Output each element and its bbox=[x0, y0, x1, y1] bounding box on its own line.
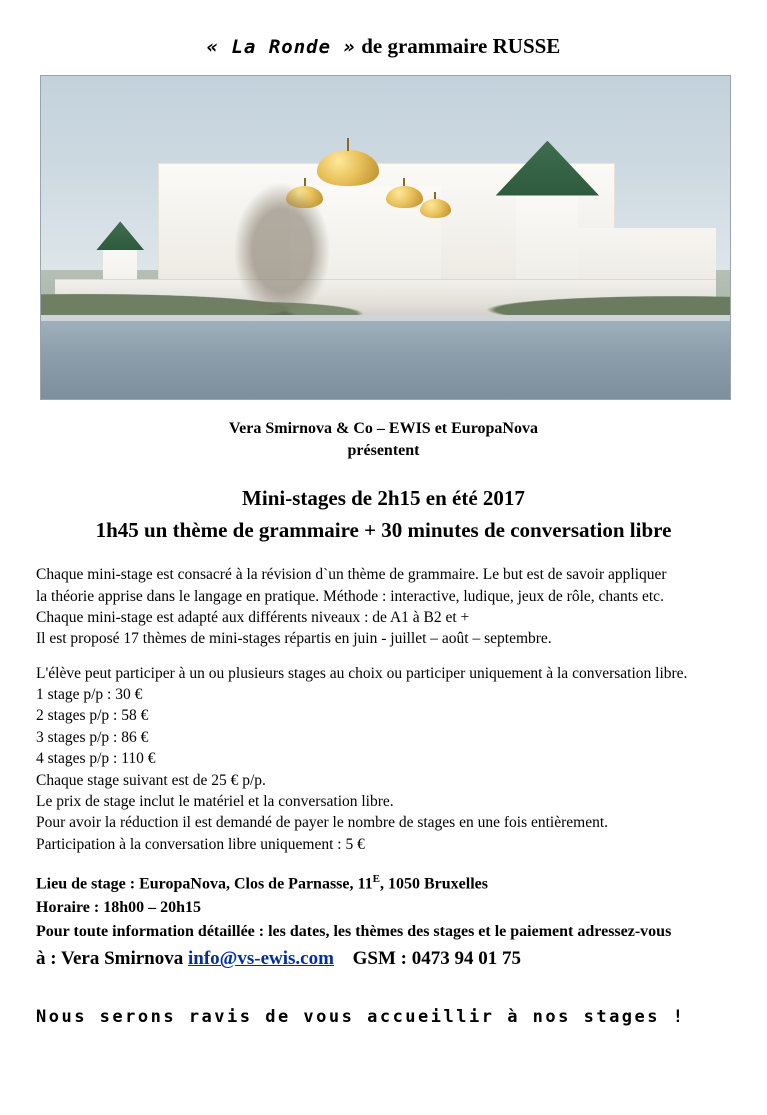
headline-line-2: 1h45 un thème de grammaire + 30 minutes de conversation libre bbox=[95, 517, 672, 542]
title-rest-part: de grammaire RUSSE bbox=[355, 34, 561, 58]
phone-number: GSM : 0473 94 01 75 bbox=[352, 948, 522, 970]
contact-intro-line: Pour toute information détaillée : les dates, les thèmes des stages et le paiement adressez-vous bbox=[36, 923, 672, 941]
pricing-line: Pour avoir la réduction il est demandé de payer le nombre de stages en une fois entièrement. bbox=[36, 814, 609, 832]
practical-info-block bbox=[36, 871, 731, 944]
headline-block bbox=[36, 483, 731, 546]
pricing-line: L'élève peut participer à un ou plusieurs stages au choix ou participer uniquement à la conversation libre. bbox=[36, 664, 688, 682]
venue-address-before: EuropaNova, Clos de Parnasse, 11 bbox=[139, 875, 373, 893]
venue-address-superscript: E bbox=[372, 873, 380, 886]
page-title bbox=[36, 34, 731, 59]
presenters-block bbox=[36, 418, 731, 461]
description-block bbox=[36, 564, 731, 855]
venue-label: Lieu de stage : bbox=[36, 875, 140, 893]
description-line: la théorie apprise dans le langage en pratique. Méthode : interactive, ludique, jeux de rôle, chants etc. bbox=[36, 587, 664, 605]
photo-dome-right bbox=[386, 186, 424, 209]
presenters-line-2: présentent bbox=[347, 441, 420, 459]
venue-address-after: , 1050 Bruxelles bbox=[379, 875, 488, 893]
description-line: Il est proposé 17 thèmes de mini-stages répartis en juin - juillet – août – septembre. bbox=[36, 630, 552, 648]
email-link[interactable]: info@vs-ewis.com bbox=[188, 948, 334, 970]
description-line: Chaque mini-stage est consacré à la révision d`un thème de grammaire. Le but est de savoir appliquer bbox=[36, 566, 667, 584]
pricing-line: Chaque stage suivant est de 25 € p/p. bbox=[36, 771, 266, 789]
pricing-line: 1 stage p/p : 30 € bbox=[36, 686, 143, 704]
pricing-line: Le prix de stage inclut le matériel et la conversation libre. bbox=[36, 792, 394, 810]
pricing-line: Participation à la conversation libre uniquement : 5 € bbox=[36, 835, 365, 853]
paragraph-spacer bbox=[36, 650, 731, 663]
pricing-line: 4 stages p/p : 110 € bbox=[36, 750, 156, 768]
headline-line-1: Mini-stages de 2h15 en été 2017 bbox=[242, 486, 525, 511]
schedule-line: Horaire : 18h00 – 20h15 bbox=[36, 899, 202, 917]
flyer-page bbox=[0, 34, 767, 1115]
monastery-photo bbox=[40, 75, 731, 400]
closing-message: Nous serons ravis de vous accueillir à nos stages ! bbox=[36, 1006, 686, 1027]
presenters-line-1: Vera Smirnova & Co – EWIS et EuropaNova bbox=[229, 420, 538, 437]
venue-line bbox=[36, 871, 731, 896]
photo-water bbox=[41, 321, 730, 399]
contact-line bbox=[36, 946, 731, 973]
photo-dome-far-right bbox=[420, 199, 451, 218]
description-line: Chaque mini-stage est adapté aux différents niveaux : de A1 à B2 et + bbox=[36, 608, 470, 626]
contact-name: à : Vera Smirnova bbox=[36, 948, 184, 970]
pricing-line: 3 stages p/p : 86 € bbox=[36, 728, 149, 746]
photo-bare-tree bbox=[227, 173, 337, 328]
title-quoted-part: « La Ronde » bbox=[206, 36, 356, 58]
pricing-line: 2 stages p/p : 58 € bbox=[36, 707, 149, 725]
